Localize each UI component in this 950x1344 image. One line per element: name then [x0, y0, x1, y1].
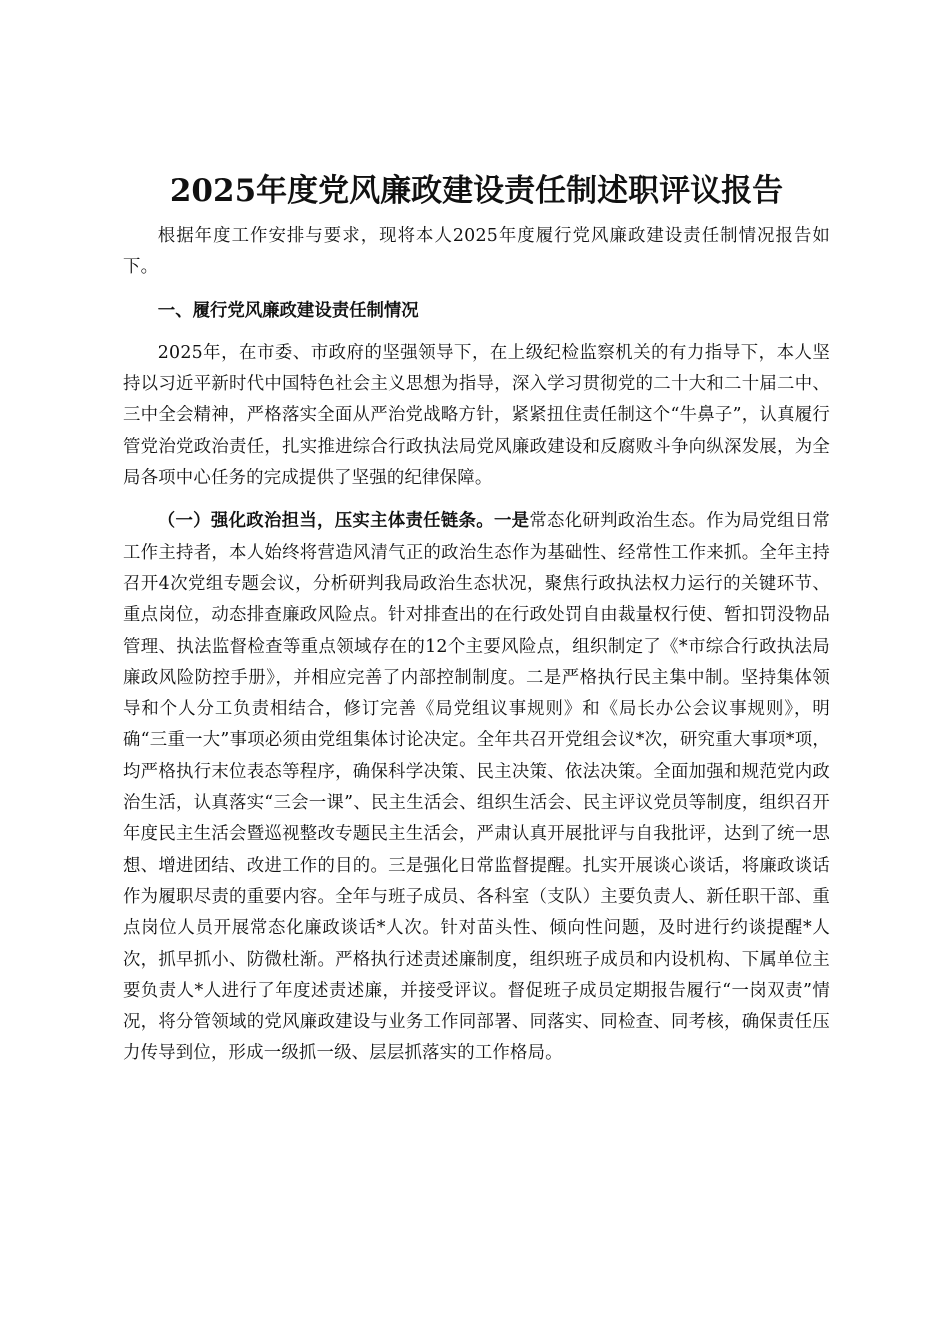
- point-marker: 一是: [493, 511, 530, 532]
- subsection-heading: （一）强化政治担当，压实主体责任链条。: [157, 511, 494, 532]
- document-body: [123, 168, 830, 1070]
- section-heading: 一、履行党风廉政建设责任制情况: [157, 300, 419, 321]
- body-paragraph-2: [123, 506, 830, 1069]
- body-paragraph-1: 2025年，在市委、市政府的坚强领导下，在上级纪检监察机关的有力指导下，本人坚持以习近平新时代中国特色社会主义思想为指导，深入学习贯彻党的二十大和二十届二中、三中全会精神，严格落实全面从严治党战略方针，紧紧扭住责任制这个“牛鼻子”，认真履行管党治党政治责任，扎实推进综合行政执法局党风廉政建设和反腐败斗争向纵深发展，为全局各项中心任务的完成提供了坚强的纪律保障。: [123, 342, 830, 489]
- intro-paragraph: 根据年度工作安排与要求，现将本人2025年度履行党风廉政建设责任制情况报告如下。: [123, 226, 830, 278]
- document-title: 2025年度党风廉政建设责任制述职评议报告: [169, 173, 784, 209]
- body-paragraph-2-text: 常态化研判政治生态。作为局党组日常工作主持者，本人始终将营造风清气正的政治生态作为基础性、经常性工作来抓。全年主持召开4次党组专题会议，分析研判我局政治生态状况，聚焦行政执法权力运行的关键环节、重点岗位，动态排查廉政风险点。针对排查出的在行政处罚自由裁量权行使、暂扣罚没物品管理、执法监督检查等重点领域存在的12个主要风险点，组织制定了《*市综合行政执法局廉政风险防控手册》，并相应完善了内部控制制度。二是严格执行民主集中制。坚持集体领导和个人分工负责相结合，修订完善《局党组议事规则》和《局长办公会议事规则》，明确“三重一大”事项必须由党组集体讨论决定。全年共召开党组会议*次，研究重大事项*项，均严格执行末位表态等程序，确保科学决策、民主决策、依法决策。全面加强和规范党内政治生活，认真落实“三会一课”、民主生活会、组织生活会、民主评议党员等制度，组织召开年度民主生活会暨巡视整改专题民主生活会，严肃认真开展批评与自我批评，达到了统一思想、增进团结、改进工作的目的。三是强化日常监督提醒。扎实开展谈心谈话，将廉政谈话作为履职尽责的重要内容。全年与班子成员、各科室（支队）主要负责人、新任职干部、重点岗位人员开展常态化廉政谈话*人次。针对苗头性、倾向性问题，及时进行约谈提醒*人次，抓早抓小、防微杜渐。严格执行述责述廉制度，组织班子成员和内设机构、下属单位主要负责人*人进行了年度述责述廉，并接受评议。督促班子成员定期报告履行“一岗双责”情况，将分管领域的党风廉政建设与业务工作同部署、同落实、同检查、同考核，确保责任压力传导到位，形成一级抓一级、层层抓落实的工作格局。: [123, 511, 831, 1064]
